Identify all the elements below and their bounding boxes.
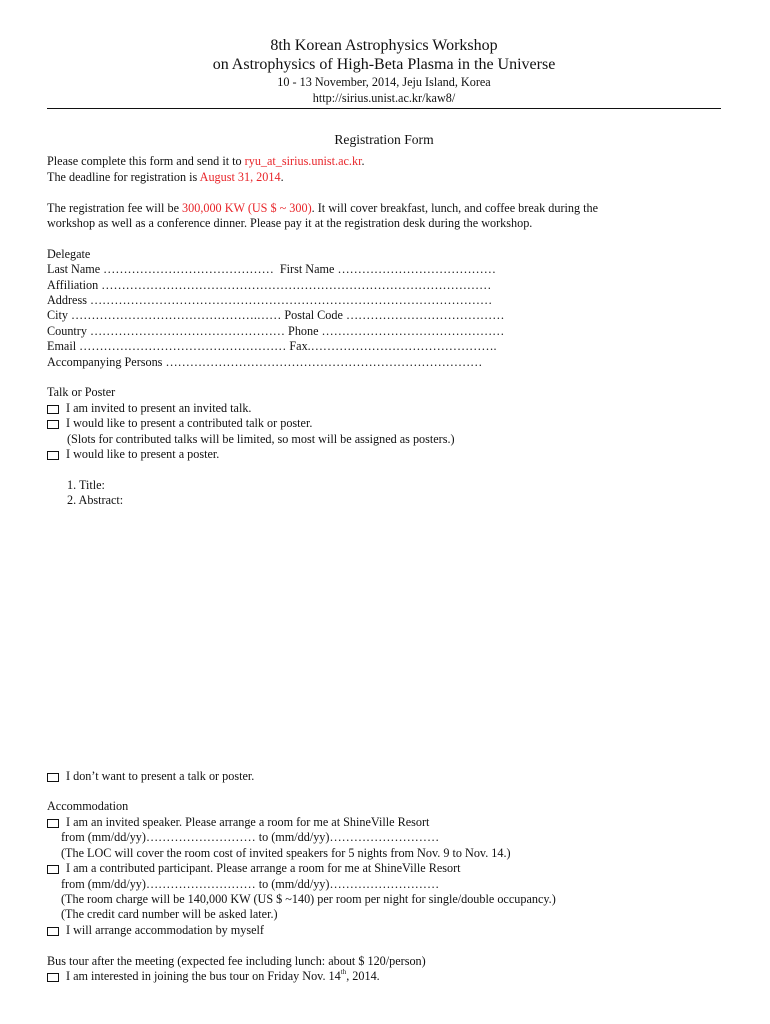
self-accommodation-option[interactable]: I will arrange accommodation by myself: [47, 923, 721, 938]
workshop-subtitle: on Astrophysics of High-Beta Plasma in the Universe: [212, 56, 556, 73]
invited-room-note: (The LOC will cover the room cost of invited speakers for 5 nights from Nov. 9 to Nov. 14.): [61, 845, 511, 860]
talk-heading: Talk or Poster: [47, 385, 116, 400]
intro-line-deadline: The deadline for registration is August 31, 2014.: [47, 169, 284, 184]
invited-talk-checkbox[interactable]: [47, 405, 59, 414]
address-field[interactable]: Address ………………………………………………………………………………………: [47, 293, 493, 308]
bus-tour-heading: Bus tour after the meeting (expected fee including lunch: about $ 120/person): [47, 953, 426, 968]
bus-tour-option[interactable]: I am interested in joining the bus tour on Friday Nov. 14th, 2014.: [47, 969, 721, 984]
contact-email-link[interactable]: ryu_at_sirius.unist.ac.kr: [244, 154, 362, 169]
room-charge-note: (The room charge will be 140,000 KW (US $ ~140) per room per night for single/double occupancy.): [61, 891, 556, 906]
no-talk-checkbox[interactable]: [47, 773, 59, 782]
invited-talk-option[interactable]: I am invited to present an invited talk.: [47, 401, 721, 416]
delegate-heading: Delegate: [47, 246, 91, 261]
invited-speaker-room-checkbox[interactable]: [47, 819, 59, 828]
workshop-title: 8th Korean Astrophysics Workshop: [270, 37, 498, 54]
poster-checkbox[interactable]: [47, 451, 59, 460]
accompanying-persons-field[interactable]: Accompanying Persons ……………………………………………………………………: [47, 354, 483, 369]
form-title: Registration Form: [334, 132, 434, 147]
accommodation-heading: Accommodation: [47, 799, 129, 814]
city-postal-field[interactable]: City ……………………………………….…… Postal Code …………………………………: [47, 308, 505, 323]
contributed-talk-note: (Slots for contributed talks will be limited, so most will be assigned as posters.): [67, 431, 455, 446]
last-first-name-field[interactable]: Last Name …………………………………… First Name …………………………………: [47, 262, 496, 277]
talk-abstract-field[interactable]: 2. Abstract:: [67, 493, 124, 508]
country-phone-field[interactable]: Country ………………………………………… Phone ………………………………………: [47, 323, 505, 338]
contributed-room-checkbox[interactable]: [47, 865, 59, 874]
workshop-dates-place: 10 - 13 November, 2014, Jeju Island, Korea: [277, 75, 491, 89]
affiliation-field[interactable]: Affiliation ……………………………………………………………………………………: [47, 277, 492, 292]
header-divider: [47, 108, 721, 109]
deadline-date: August 31, 2014: [199, 169, 281, 184]
fee-line-1: The registration fee will be 300,000 KW (US $ ~ 300). It will cover breakfast, lunch, and coffee break during the: [47, 200, 599, 215]
email-fax-field[interactable]: Email …………………………………………… Fax.……………………………………….: [47, 339, 497, 354]
workshop-url[interactable]: http://sirius.unist.ac.kr/kaw8/: [312, 91, 456, 105]
contributed-talk-option[interactable]: I would like to present a contributed talk or poster.: [47, 416, 721, 431]
registration-form-page: [47, 36, 721, 984]
contributed-stay-dates-field[interactable]: from (mm/dd/yy)……………………… to (mm/dd/yy)………………………: [61, 876, 440, 891]
bus-tour-checkbox[interactable]: [47, 973, 59, 982]
invited-speaker-room-option[interactable]: I am an invited speaker. Please arrange a room for me at ShineVille Resort: [47, 815, 721, 830]
poster-option[interactable]: I would like to present a poster.: [47, 447, 721, 462]
invited-stay-dates-field[interactable]: from (mm/dd/yy)……………………… to (mm/dd/yy)………………………: [61, 830, 440, 845]
contributed-room-option[interactable]: I am a contributed participant. Please arrange a room for me at ShineVille Resort: [47, 861, 721, 876]
abstract-blank-area[interactable]: [47, 509, 721, 769]
document-header: [47, 36, 721, 106]
credit-card-note: (The credit card number will be asked later.): [61, 907, 278, 922]
fee-amount: 300,000 KW (US $ ~ 300): [182, 200, 312, 215]
talk-title-field[interactable]: 1. Title:: [67, 477, 105, 492]
contributed-talk-checkbox[interactable]: [47, 420, 59, 429]
fee-line-2: workshop as well as a conference dinner. Please pay it at the registration desk during the workshop.: [47, 216, 533, 231]
self-accommodation-checkbox[interactable]: [47, 927, 59, 936]
intro-line-send: Please complete this form and send it to ryu_at_sirius.unist.ac.kr.: [47, 154, 365, 169]
no-talk-option[interactable]: I don’t want to present a talk or poster.: [47, 769, 721, 784]
